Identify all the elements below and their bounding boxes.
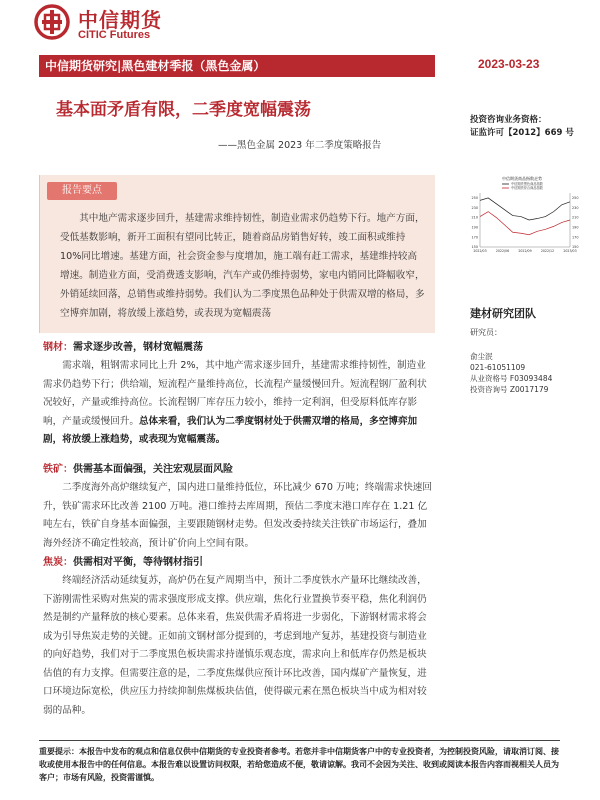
section-steel-conclusion: 总体来看，我们认为二季度钢材处于供需双增的格局，多空博弈加剧，将放缓上涨趋势，或表现为宽幅震荡。 — [43, 415, 418, 445]
section-ore-title: 供需基本面偏强，关注宏观层面风险 — [73, 464, 233, 475]
section-coke-category: 焦炭： — [43, 557, 73, 568]
legend-label-1: 中信期货综合商品指数 — [511, 186, 543, 191]
y-tick-left-1: 170 — [471, 235, 478, 240]
y-tick-left-4: 230 — [471, 205, 478, 210]
report-subtitle: ——黑色金属 2023 年二季度策略报告 — [218, 140, 382, 151]
chart-lines — [480, 198, 570, 235]
analyst-info — [470, 351, 552, 395]
x-tick-2: 2022/09 — [518, 249, 532, 253]
x-tick-1: 2022/06 — [495, 249, 510, 253]
legend-label-0: 中信期货黑色商品指数 — [511, 182, 543, 187]
analyst-phone: 021-61051109 — [470, 363, 526, 372]
brand-logo — [34, 2, 202, 46]
report-date: 2023-03-23 — [478, 57, 540, 71]
chart-axes — [472, 193, 579, 253]
chart-legend — [502, 181, 544, 190]
y-tick-right-5: 250 — [572, 196, 579, 201]
section-ore-body: 二季度海外高炉继续复产，国内进口量维持低位，环比减少 670 万吨；终端需求快速回升，铁矿需求环比改善 2100 万吨。港口维持去库周期，预估二季度末港口库存在 1.21 亿吨左右，铁矿自身基本面偏强，主要跟随钢材走势。但发改委持续关注铁矿市场运行，叠加海外经济不确定性较高，预计矿价向上空间有限。 — [43, 482, 432, 549]
y-tick-right-3: 210 — [572, 215, 579, 220]
brand-name-cn: 中信期货 — [78, 8, 162, 32]
y-tick-right-2: 190 — [572, 225, 579, 230]
analyst-license: 从业资格号 F03093484 — [470, 374, 553, 383]
section-coke-title: 供需相对平衡，等待钢材指引 — [73, 557, 203, 568]
index-chart — [462, 175, 586, 260]
analyst-name: 俞尘泯 — [470, 352, 493, 361]
section-steel-text: 需求端，粗钢需求同比上升 2%，其中地产需求逐步回升，基建需求维持韧性，制造业需求仍趋势下行；供给端，短流程产量维持高位，长流程产量缓慢回升。短流程钢厂盈利状况较好，产量或维持高位。长流程钢厂库存压力较小，维持一定利润，但受原料低库存影响，产量或缓慢回升。 — [43, 360, 427, 427]
y-tick-right-4: 230 — [572, 205, 579, 210]
section-steel-category: 钢材： — [43, 342, 73, 353]
analyst-invest-license: 投资咨询号 Z0017179 — [470, 385, 549, 394]
x-tick-0: 2022/03 — [473, 249, 487, 253]
y-tick-left-0: 150 — [471, 245, 478, 250]
section-coke-heading — [43, 553, 203, 568]
series-line-0 — [480, 198, 570, 220]
cert-line-1: 投资咨询业务资格： — [470, 115, 547, 125]
footer-divider — [39, 740, 560, 741]
x-tick-3: 2022/12 — [540, 249, 555, 253]
report-banner: 中信期货研究|黑色建材季报（黑色金属） — [39, 55, 435, 77]
cert-line-2: 证监许可【2012】669 号 — [470, 128, 574, 138]
summary-tag: 报告要点 — [47, 182, 117, 200]
citic-logo-icon — [34, 4, 70, 40]
index-chart-svg — [462, 175, 586, 260]
section-steel-heading — [43, 338, 203, 353]
section-coke-body: 终端经济活动延续复苏，高炉仍在复产周期当中，预计二季度铁水产量环比继续改善，下游刚需性采购对焦炭的需求强度形成支撑。供应端，焦化行业置换节奏平稳，焦化利润仍然是制约产量释放的核心要素。总体来看，焦炭供需矛盾将进一步弱化，下游钢材需求将会成为引导焦炭走势的关键。正如前文钢材部分提到的，考虑到地产复苏，基建投资与制造业的向好趋势，我们对于二季度黑色板块需求持谨慎乐观态度，需求向上和低库存仍然是板块估值的有力支撑。但需要注意的是，二季度焦煤供应预计环比改善，国内煤矿产量恢复，进口环境边际宽松，供应压力持续抑制焦煤板块估值，使得碳元素在黑色板块当中成为相对较弱的品种。 — [43, 575, 427, 716]
certification — [470, 114, 574, 140]
section-ore-heading — [43, 460, 233, 475]
x-tick-4: 2023/03 — [563, 249, 577, 253]
section-steel-body — [43, 357, 435, 450]
report-title: 基本面矛盾有限，二季度宽幅震荡 — [56, 100, 311, 120]
chart-title: 中信期货商品指数走势 — [502, 176, 542, 181]
series-line-1 — [480, 212, 570, 235]
researcher-label: 研究员： — [470, 328, 502, 337]
footer-disclaimer: 重要提示：本报告中发布的观点和信息仅供中信期货的专业投资者参考。若您并非中信期货客户中的专业投资者，为控制投资风险，请取消订阅、接收或使用本报告中的任何信息。本报告难以设置访问权限，若给您造成不便，敬请谅解。我司不会因为关注、收到或阅读本报告内容而视相关人员为客户；市场有风险，投资需谨慎。 — [39, 747, 559, 782]
y-tick-right-1: 170 — [572, 235, 579, 240]
brand-name-en: CITIC Futures — [78, 29, 151, 41]
y-tick-right-0: 150 — [572, 245, 579, 250]
summary-text: 其中地产需求逐步回升，基建需求维持韧性，制造业需求仍趋势下行。地产方面，受低基数影响，新开工面积有望同比转正，随着商品房销售好转，竣工面积或维持 10%同比增速。基建方面，社会资金参与度增加，施工端有赶工需求，基建维持较高增速。制造业方面，受消费透支影响，汽车产或仍维持弱势，家电内销同比降幅收窄，外销延续回落，总销售或维持弱势。我们认为二季度黑色品种处于供需双增的格局，多空博弈加剧，将放缓上涨趋势，或表现为宽幅震荡 — [60, 213, 425, 319]
section-ore-category: 铁矿： — [43, 464, 73, 475]
y-tick-left-3: 210 — [471, 215, 478, 220]
team-name: 建材研究团队 — [470, 307, 536, 320]
y-tick-left-2: 190 — [471, 225, 478, 230]
y-tick-left-5: 250 — [471, 196, 478, 201]
section-steel-title: 需求逐步改善，钢材宽幅震荡 — [73, 342, 203, 353]
